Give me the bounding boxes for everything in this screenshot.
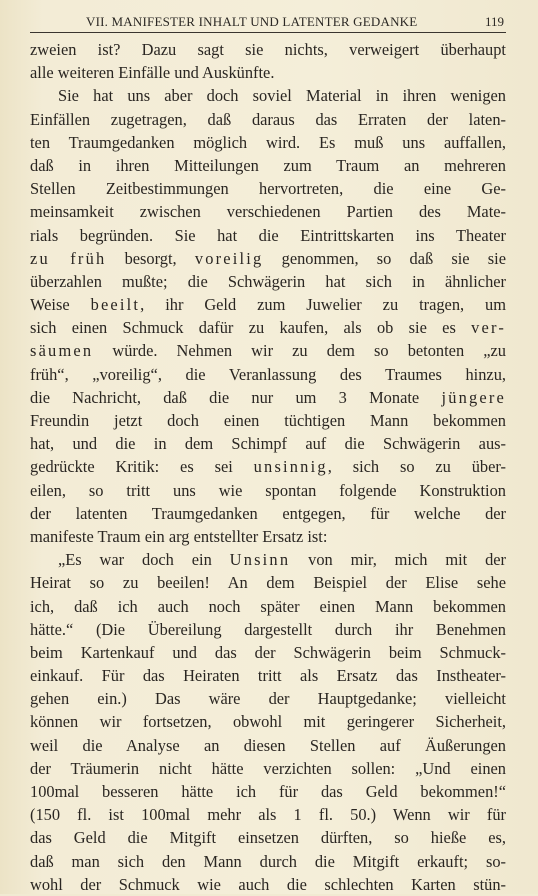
emphasized-text: zu früh [30,248,107,268]
emphasized-text: ver- [471,318,506,338]
text-line [30,270,506,293]
text-line [30,61,506,84]
text-line [30,664,506,687]
text-segment: (150 fl. ist 100mal mehr als 1 fl. 50.) Wenn wir für [30,805,506,825]
emphasized-text: jüngere [441,387,506,407]
text-line [30,339,506,362]
text-segment: früh“, „voreilig“, die Veranlassung des Traumes hinzu, [30,364,506,384]
text-line [30,200,506,223]
text-segment: wohl der Schmuck wie auch die schlechten Karten stün- [30,874,506,894]
text-segment: ten Traumgedanken möglich wird. Es muß uns auffallen, [30,132,506,152]
text-segment: Heirat so zu beeilen! An dem Beispiel der Elise sehe [30,573,506,593]
text-segment: Weise [30,295,91,315]
text-line [30,826,506,849]
text-line [30,780,506,803]
text-segment: der Träumerin nicht hätte verzichten sollen: „Und einen [30,758,506,778]
emphasized-text: säumen [30,341,94,361]
text-line [30,757,506,780]
text-line [30,571,506,594]
text-segment: zweien ist? Dazu sagt sie nichts, verweigert überhaupt [30,40,506,59]
text-segment: ich, daß ich auch noch später einen Mann bekommen [30,596,506,616]
emphasized-text: beeilt [90,295,141,315]
text-segment: hat, und die in dem Schimpf auf die Schwägerin aus- [30,434,506,454]
text-segment: von mir, mich mit der [290,550,507,570]
text-line [30,803,506,826]
text-segment: weil die Analyse an diesen Stellen auf Äußerungen [30,735,506,755]
text-segment: genommen, so daß sie sie [263,248,506,268]
text-segment: Stellen Zeitbestimmungen hervortreten, die eine Ge- [30,179,506,199]
text-line [30,687,506,710]
text-segment: können wir fortsetzen, obwohl mit geringerer Sicherheit, [30,712,506,732]
text-segment: besorgt, [106,248,195,268]
text-line [30,293,506,316]
text-line [30,108,506,131]
text-segment: der latenten Traumgedanken entgegen, für welche der [30,503,506,523]
text-segment: gedrückte Kritik: es sei [30,457,254,477]
text-line [30,641,506,664]
text-line [30,177,506,200]
text-segment: Einfällen zugetragen, daß daraus das Erraten der laten- [30,109,506,129]
text-segment: beim Kartenkauf und das der Schwägerin beim Schmuck- [30,642,506,662]
text-segment: rials begründen. Sie hat die Eintrittskarten ins Theater [30,225,506,245]
text-segment: , ihr Geld zum Juwelier zu tragen, um [140,295,506,315]
text-line [30,548,506,571]
page-number: 119 [484,14,504,29]
text-segment: würde. Nehmen wir zu dem so betonten „zu [93,341,506,361]
text-line [30,595,506,618]
text-segment: meinsamkeit zwischen verschiedenen Partien des Mate- [30,202,506,222]
text-line [30,734,506,757]
text-line [30,873,506,896]
text-line [30,710,506,733]
text-segment: hätte.“ (Die Übereilung dargestellt durch ihr Benehmen [30,619,506,639]
page-header [30,8,506,30]
header-rule [30,32,506,33]
text-segment: sich einen Schmuck dafür zu kaufen, als ob sie es [30,318,472,338]
text-line [30,409,506,432]
body-text [30,38,506,896]
text-segment: die Nachricht, daß die nur um 3 Monate [30,387,442,407]
text-segment: überzahlen mußte; die Schwägerin hat sich in ähnlicher [30,271,506,291]
text-segment: daß in ihren Mitteilungen zum Traum an mehreren [30,155,506,175]
emphasized-text: Unsinn [229,550,291,570]
text-line [30,131,506,154]
text-line [30,247,506,270]
text-segment: gehen ein.) Das wäre der Hauptgedanke; vielleicht [30,689,506,709]
text-segment: eilen, so tritt uns wie spontan folgende Konstruktion [30,480,506,500]
text-segment: das Geld die Mitgift einsetzen dürften, so hieße es, [30,828,506,848]
text-line [30,84,506,107]
running-head: VII. MANIFESTER INHALT UND LATENTER GEDANKE [86,14,418,29]
text-segment: 100mal besseren hätte ich für das Geld bekommen!“ [30,782,506,801]
text-segment: manifeste Traum ein arg entstellter Ersatz ist: [30,526,328,546]
text-line [30,850,506,873]
text-line [30,154,506,177]
text-line [30,386,506,409]
text-segment: Freundin jetzt doch einen tüchtigen Mann bekommen [30,411,506,430]
text-line [30,618,506,641]
text-segment: Sie hat uns aber doch soviel Material in ihren wenigen [58,86,506,106]
text-segment: alle weiteren Einfälle und Auskünfte. [30,63,275,83]
text-line [30,455,506,478]
text-line [30,316,506,339]
text-line [30,432,506,455]
text-line [30,363,506,386]
emphasized-text: voreilig [194,248,264,268]
text-line [30,502,506,525]
text-segment: einkauf. Für das Heiraten tritt als Ersatz das Instheater- [30,666,506,686]
text-segment: „Es war doch ein [58,550,230,570]
text-segment: , sich so zu über- [327,457,506,477]
text-segment: daß man sich den Mann durch die Mitgift erkauft; so- [30,851,506,871]
emphasized-text: unsinnig [253,457,328,477]
text-line [30,525,506,548]
text-line [30,38,506,61]
text-line [30,224,506,247]
text-line [30,479,506,502]
